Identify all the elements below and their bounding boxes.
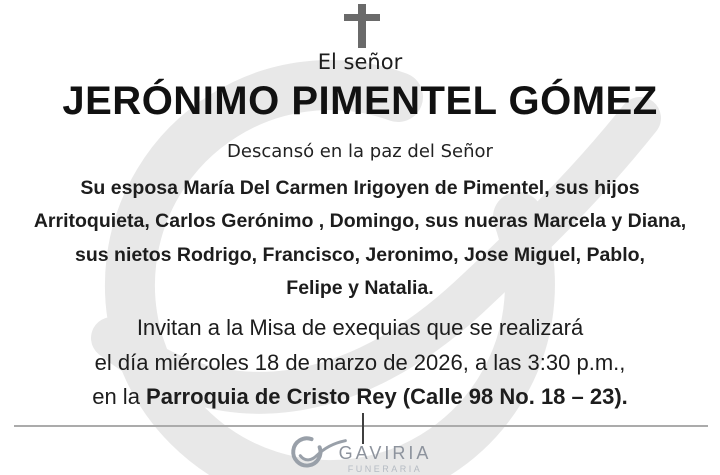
invitation-line-3 (92, 384, 628, 409)
salutation: El señor (317, 50, 403, 74)
epitaph: Descansó en la paz del Señor (227, 141, 493, 162)
family-line-3: sus nietos Rodrigo, Francisco, Jeronimo, Jose Miguel, Pablo, (75, 243, 645, 266)
funeral-home-type: FUNERARIA (347, 464, 423, 474)
family-line-4: Felipe y Natalia. (286, 277, 434, 300)
funeral-home-wordmark (339, 443, 432, 474)
cross-icon (339, 3, 383, 49)
mass-invitation (0, 311, 720, 415)
invitation-line-1: Invitan a la Misa de exequias que se realizará (136, 315, 584, 340)
divider-line (14, 425, 708, 427)
family-line-1: Su esposa María Del Carmen Irigoyen de Pimentel, sus hijos (80, 177, 640, 199)
funeral-home-name: GAVIRIA (338, 443, 432, 463)
invitation-line-2: el día miércoles 18 de marzo de 2026, a las 3:30 p.m., (94, 349, 626, 375)
family-announcement (0, 172, 720, 306)
funeral-home-logo (0, 431, 720, 474)
family-line-2: Arritoquieta, Carlos Gerónimo , Domingo, sus nueras Marcela y Diana, (33, 210, 687, 233)
invitation-line-3-prefix: en la (92, 384, 147, 409)
parish-address: Parroquia de Cristo Rey (Calle 98 No. 18 – 23). (146, 384, 628, 409)
deceased-name: JERÓNIMO PIMENTEL GÓMEZ (62, 79, 658, 123)
